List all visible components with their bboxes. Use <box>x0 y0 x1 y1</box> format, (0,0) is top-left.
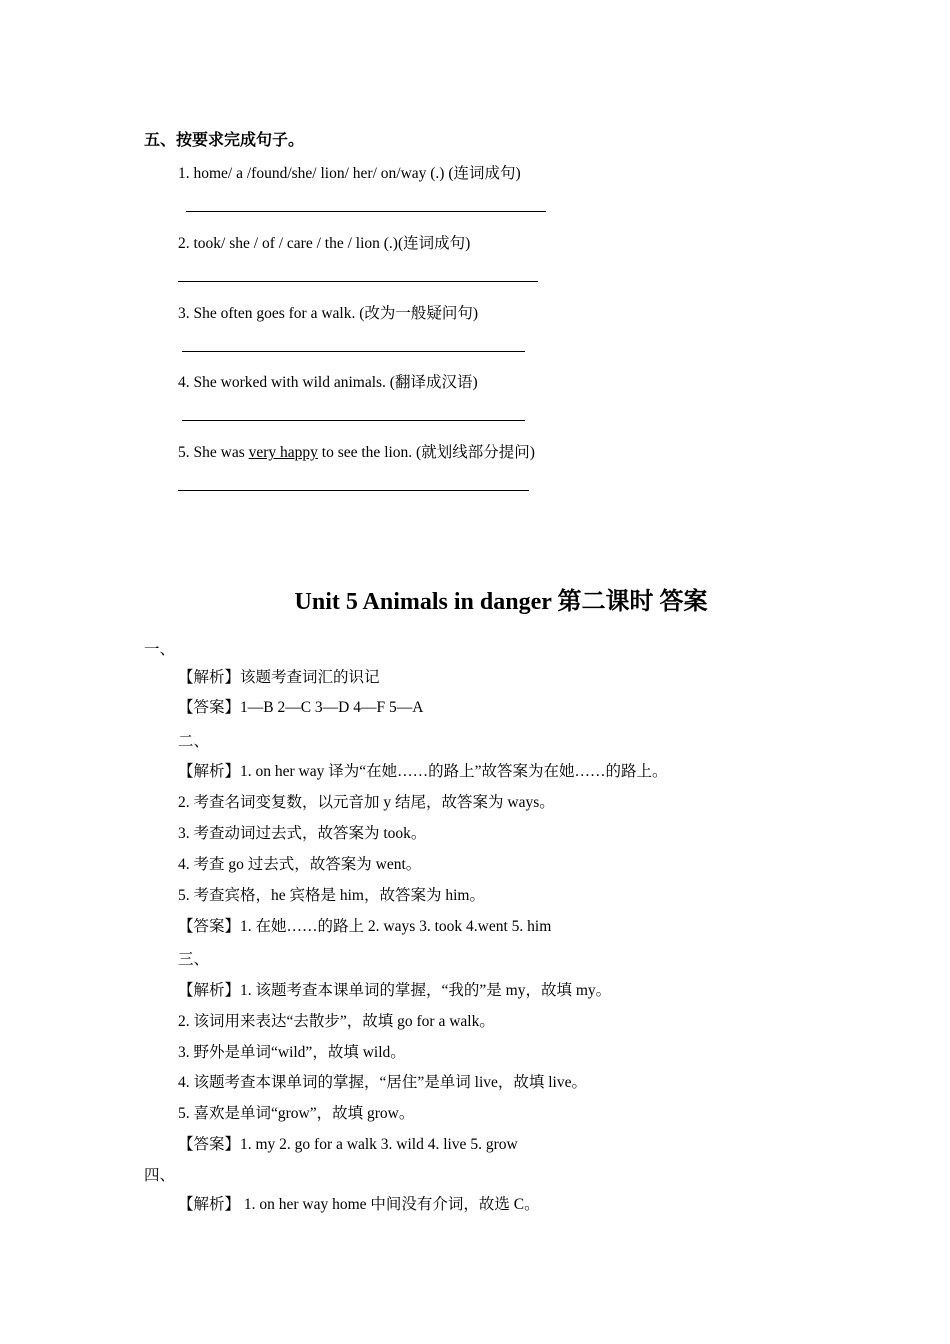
question-2: 2. took/ she / of / care / the / lion (.)(连词成句) <box>178 235 471 252</box>
answer-line-5[interactable] <box>178 490 529 491</box>
answer-line-4[interactable] <box>182 420 525 421</box>
part1-answer: 【答案】1—B 2—C 3—D 4—F 5—A <box>178 699 424 716</box>
part3-label: 三、 <box>178 951 210 968</box>
part2-line: 2. 考查名词变复数，以元音加 y 结尾，故答案为 ways。 <box>178 794 555 811</box>
part1-label: 一、 <box>144 641 176 658</box>
part2-line: 5. 考查宾格，he 宾格是 him，故答案为 him。 <box>178 887 485 904</box>
question-5 <box>178 440 535 462</box>
answer-line-1[interactable] <box>186 211 546 212</box>
question-3: 3. She often goes for a walk. (改为一般疑问句) <box>178 305 479 322</box>
part3-line: 5. 喜欢是单词“grow”，故填 grow。 <box>178 1105 415 1122</box>
answer-title: Unit 5 Animals in danger 第二课时 答案 <box>294 589 708 615</box>
answer-line-2[interactable] <box>178 281 538 282</box>
question-5-pre: 5. She was <box>178 444 249 461</box>
part2-label: 二、 <box>178 733 210 750</box>
part2-answer: 【答案】1. 在她……的路上 2. ways 3. took 4.went 5. him <box>178 918 552 935</box>
question-5-underlined: very happy <box>248 444 318 461</box>
question-1: 1. home/ a /found/she/ lion/ her/ on/way (.) (连词成句) <box>178 165 521 182</box>
question-4: 4. She worked with wild animals. (翻译成汉语) <box>178 374 478 391</box>
part4-label: 四、 <box>144 1167 176 1184</box>
part2-line: 4. 考查 go 过去式，故答案为 went。 <box>178 856 422 873</box>
part2-line: 【解析】1. on her way 译为“在她……的路上”故答案为在她……的路上。 <box>178 763 668 780</box>
part3-line: 2. 该词用来表达“去散步”，故填 go for a walk。 <box>178 1013 495 1030</box>
part3-line: 【解析】1. 该题考查本课单词的掌握，“我的”是 my，故填 my。 <box>178 982 612 999</box>
part4-line: 【解析】 1. on her way home 中间没有介词，故选 C。 <box>178 1196 540 1213</box>
part3-line: 4. 该题考查本课单词的掌握，“居住”是单词 live，故填 live。 <box>178 1074 587 1091</box>
part2-line: 3. 考查动词过去式，故答案为 took。 <box>178 825 427 842</box>
part1-analysis: 【解析】该题考查词汇的识记 <box>178 669 380 686</box>
section-heading: 五、按要求完成句子。 <box>144 130 305 149</box>
question-5-post: to see the lion. (就划线部分提问) <box>317 444 535 461</box>
part3-line: 3. 野外是单词“wild”，故填 wild。 <box>178 1044 406 1061</box>
answer-line-3[interactable] <box>182 351 525 352</box>
part3-answer: 【答案】1. my 2. go for a walk 3. wild 4. live 5. grow <box>178 1136 518 1153</box>
